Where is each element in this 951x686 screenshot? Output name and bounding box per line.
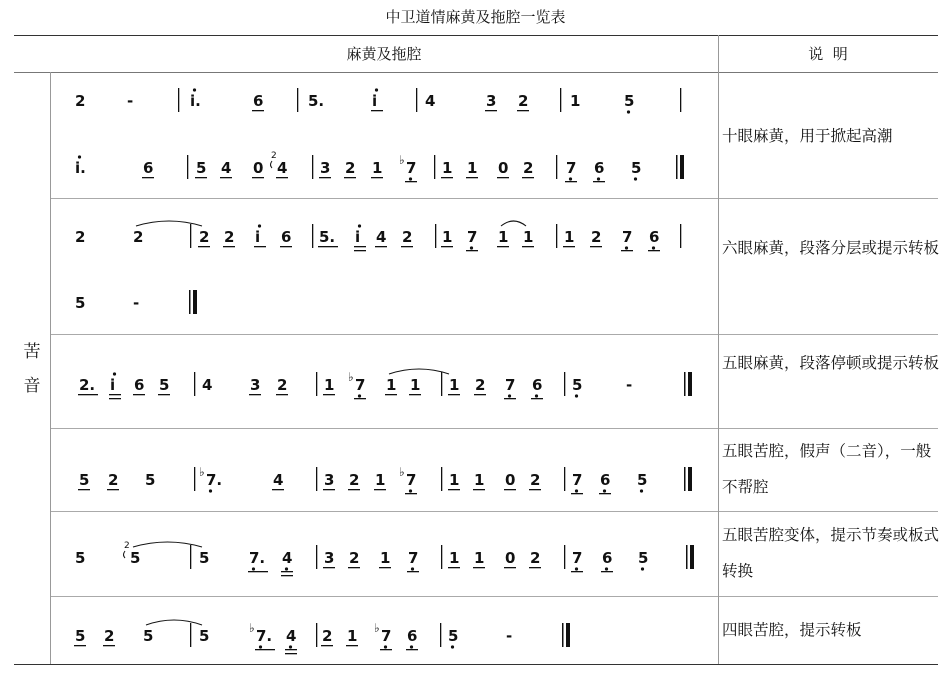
rhythm-underline xyxy=(354,250,366,251)
octave-dot-below xyxy=(652,246,655,249)
note: 0 xyxy=(498,159,509,177)
octave-dot-below xyxy=(470,246,473,249)
rhythm-underline xyxy=(252,177,264,178)
flat-sign: ♭ xyxy=(199,465,205,479)
rhythm-underline xyxy=(409,394,421,395)
note: 2 xyxy=(523,159,534,177)
barline xyxy=(316,623,317,647)
note: 6 xyxy=(649,228,660,246)
note: 2 xyxy=(199,228,210,246)
note: 3 xyxy=(250,376,261,394)
note: 2 xyxy=(133,228,144,246)
rhythm-underline xyxy=(374,489,386,490)
row-description: 四眼苦腔，提示转板 xyxy=(722,621,862,639)
octave-dot-below xyxy=(285,567,288,570)
note: 2 xyxy=(475,376,486,394)
rhythm-underline xyxy=(441,246,453,247)
note: 1 xyxy=(523,228,534,246)
barline xyxy=(440,623,441,647)
note: 5. xyxy=(308,92,325,110)
note: 1 xyxy=(449,549,460,567)
octave-dot-below xyxy=(575,567,578,570)
octave-dot-below xyxy=(209,489,212,492)
rhythm-underline xyxy=(371,110,383,111)
rhythm-underline xyxy=(319,177,331,178)
rhythm-underline xyxy=(276,394,288,395)
row-description: 五眼麻黄，段落停顿或提示转板 xyxy=(722,354,940,372)
flat-sign: ♭ xyxy=(399,153,405,167)
note: 2. xyxy=(79,376,96,394)
rhythm-underline xyxy=(522,177,534,178)
rhythm-underline xyxy=(323,394,335,395)
note: 1 xyxy=(474,549,485,567)
note: 7 xyxy=(572,549,583,567)
rhythm-underline xyxy=(405,181,417,182)
final-barline-thick xyxy=(690,545,694,569)
octave-dot-below xyxy=(603,489,606,492)
note: 6 xyxy=(281,228,292,246)
rhythm-underline xyxy=(276,177,288,178)
note: 2 xyxy=(518,92,529,110)
row-description: 六眼麻黄，段落分层或提示转板 xyxy=(722,239,940,257)
note: 1 xyxy=(498,228,509,246)
note: 2 xyxy=(349,549,360,567)
note: 1 xyxy=(474,471,485,489)
barline xyxy=(316,467,317,491)
note: 2 xyxy=(108,471,119,489)
octave-dot-below xyxy=(259,645,262,648)
final-barline-thick xyxy=(688,467,692,491)
note: 7. xyxy=(256,627,273,645)
barline xyxy=(680,88,681,112)
note: 1 xyxy=(564,228,575,246)
rhythm-underline xyxy=(323,567,335,568)
rhythm-underline xyxy=(504,567,516,568)
note: 7 xyxy=(381,627,392,645)
category-char: 音 xyxy=(23,376,41,396)
note: i. xyxy=(190,92,201,110)
note: 5 xyxy=(159,376,170,394)
barline xyxy=(416,88,417,112)
rhythm-underline xyxy=(379,567,391,568)
note: 6 xyxy=(600,471,611,489)
octave-dot-below xyxy=(575,489,578,492)
note: 5 xyxy=(448,627,459,645)
note: 2 xyxy=(104,627,115,645)
grace-curve xyxy=(124,551,126,558)
note: 5 xyxy=(638,549,649,567)
octave-dot-below xyxy=(535,394,538,397)
rhythm-underline xyxy=(448,394,460,395)
slur-arc xyxy=(146,620,202,625)
octave-dot-below xyxy=(641,567,644,570)
rhythm-underline xyxy=(529,567,541,568)
note: 2 xyxy=(75,92,86,110)
note: 3 xyxy=(324,471,335,489)
note: 0 xyxy=(505,549,516,567)
note: 7 xyxy=(355,376,366,394)
note: 5 xyxy=(143,627,154,645)
rhythm-underline xyxy=(473,489,485,490)
final-barline-thin xyxy=(676,155,678,179)
sustain-dash: - xyxy=(626,376,633,394)
barline xyxy=(194,372,195,396)
note: 4 xyxy=(376,228,387,246)
note: 1 xyxy=(570,92,581,110)
rhythm-underline xyxy=(220,177,232,178)
note: 2 xyxy=(349,471,360,489)
octave-dot-above xyxy=(113,372,116,375)
final-barline-thick xyxy=(193,290,197,314)
note: 7. xyxy=(206,471,223,489)
barline xyxy=(680,224,681,248)
octave-dot-below xyxy=(569,177,572,180)
octave-dot-above xyxy=(375,88,378,91)
rhythm-underline xyxy=(348,489,360,490)
note: 7 xyxy=(622,228,633,246)
barline xyxy=(194,467,195,491)
octave-dot-below xyxy=(508,394,511,397)
slur-arc xyxy=(389,369,449,374)
barline xyxy=(441,372,442,396)
final-barline-thick xyxy=(688,372,692,396)
rhythm-underline xyxy=(195,177,207,178)
category-char: 苦 xyxy=(23,342,41,362)
note: 2 xyxy=(591,228,602,246)
octave-dot-below xyxy=(605,567,608,570)
note: 3 xyxy=(320,159,331,177)
rhythm-underline xyxy=(248,571,268,572)
octave-dot-below xyxy=(640,489,643,492)
flat-sign: ♭ xyxy=(249,621,255,635)
rhythm-underline xyxy=(531,398,543,399)
note: 4 xyxy=(282,549,293,567)
rhythm-underline xyxy=(448,489,460,490)
octave-dot-below xyxy=(410,645,413,648)
rhythm-underline xyxy=(252,110,264,111)
note: 1 xyxy=(347,627,358,645)
rhythm-underline xyxy=(529,489,541,490)
rhythm-underline xyxy=(593,181,605,182)
rhythm-underline xyxy=(497,177,509,178)
sustain-dash: - xyxy=(506,627,513,645)
note: 6 xyxy=(134,376,145,394)
note: 5 xyxy=(79,471,90,489)
rhythm-underline xyxy=(473,567,485,568)
note: 6 xyxy=(602,549,613,567)
octave-dot-above xyxy=(358,224,361,227)
final-barline-thick xyxy=(680,155,684,179)
octave-dot-above xyxy=(258,224,261,227)
rhythm-underline xyxy=(249,394,261,395)
sustain-dash: - xyxy=(127,92,134,110)
octave-dot-below xyxy=(384,645,387,648)
final-barline-thin xyxy=(684,467,686,491)
rhythm-underline xyxy=(621,250,633,251)
octave-dot-below xyxy=(627,110,630,113)
note: 0 xyxy=(253,159,264,177)
rhythm-underline xyxy=(648,250,660,251)
rhythm-underline xyxy=(401,246,413,247)
rhythm-underline xyxy=(285,649,297,650)
flat-sign: ♭ xyxy=(374,621,380,635)
note: 7 xyxy=(566,159,577,177)
note: 4 xyxy=(286,627,297,645)
header-music: 麻黄及拖腔 xyxy=(346,45,422,63)
note: 6 xyxy=(407,627,418,645)
rhythm-underline xyxy=(281,575,293,576)
rhythm-underline xyxy=(344,177,356,178)
rhythm-underline xyxy=(254,246,266,247)
note: i xyxy=(355,228,361,246)
note: 4 xyxy=(273,471,284,489)
rhythm-underline xyxy=(354,246,366,247)
note: 7 xyxy=(572,471,583,489)
rhythm-underline xyxy=(103,645,115,646)
barline xyxy=(316,545,317,569)
rhythm-underline xyxy=(441,177,453,178)
note: 5 xyxy=(75,294,86,312)
note: 4 xyxy=(221,159,232,177)
note: 5 xyxy=(130,549,141,567)
note: 5 xyxy=(624,92,635,110)
note: 0 xyxy=(505,471,516,489)
rhythm-underline xyxy=(158,394,170,395)
rhythm-underline xyxy=(385,394,397,395)
rhythm-underline xyxy=(522,246,534,247)
note: 5. xyxy=(319,228,336,246)
note: 3 xyxy=(486,92,497,110)
rhythm-underline xyxy=(563,246,575,247)
note: 6 xyxy=(253,92,264,110)
rhythm-underline xyxy=(318,246,338,247)
slur-arc xyxy=(501,221,526,226)
note: 1 xyxy=(449,471,460,489)
row-description: 五眼苦腔变体，提示节奏或板式转换 xyxy=(722,526,940,580)
octave-dot-below xyxy=(409,177,412,180)
final-barline-thin xyxy=(562,623,564,647)
note: 2 xyxy=(75,228,86,246)
note: 2 xyxy=(277,376,288,394)
octave-dot-below xyxy=(597,177,600,180)
note: 7. xyxy=(249,549,266,567)
barline xyxy=(297,88,298,112)
note: 1 xyxy=(372,159,383,177)
note: 1 xyxy=(442,159,453,177)
note: i. xyxy=(75,159,86,177)
note: 1 xyxy=(380,549,391,567)
rhythm-underline xyxy=(466,177,478,178)
final-barline-thin xyxy=(189,290,191,314)
note: 1 xyxy=(375,471,386,489)
rhythm-underline xyxy=(407,571,419,572)
octave-dot-below xyxy=(252,567,255,570)
rhythm-underline xyxy=(198,246,210,247)
rhythm-underline xyxy=(78,489,90,490)
octave-dot-above xyxy=(78,155,81,158)
rhythm-underline xyxy=(565,181,577,182)
note: 4 xyxy=(425,92,436,110)
octave-dot-below xyxy=(411,567,414,570)
rhythm-underline xyxy=(504,398,516,399)
barline xyxy=(190,545,191,569)
note: 7 xyxy=(406,159,417,177)
note: 5 xyxy=(572,376,583,394)
slur-arc xyxy=(133,542,202,547)
note: i xyxy=(110,376,116,394)
note: 5 xyxy=(199,549,210,567)
flat-sign: ♭ xyxy=(399,465,405,479)
barline xyxy=(564,545,565,569)
rhythm-underline xyxy=(517,110,529,111)
rhythm-underline xyxy=(281,571,293,572)
rhythm-underline xyxy=(348,567,360,568)
barline xyxy=(178,88,179,112)
note: 5 xyxy=(631,159,642,177)
note: 1 xyxy=(410,376,421,394)
rhythm-underline xyxy=(255,649,275,650)
rhythm-underline xyxy=(74,645,86,646)
rhythm-underline xyxy=(466,250,478,251)
rhythm-underline xyxy=(474,394,486,395)
rhythm-underline xyxy=(78,394,98,395)
rhythm-underline xyxy=(375,246,387,247)
note: 6 xyxy=(594,159,605,177)
rhythm-underline xyxy=(380,649,392,650)
note: 2 xyxy=(530,471,541,489)
note: 6 xyxy=(143,159,154,177)
octave-dot-below xyxy=(634,177,637,180)
octave-dot-below xyxy=(409,489,412,492)
barline xyxy=(556,224,557,248)
note: 7 xyxy=(406,471,417,489)
barline xyxy=(187,155,188,179)
rhythm-underline xyxy=(599,493,611,494)
note: 5 xyxy=(196,159,207,177)
rhythm-underline xyxy=(405,493,417,494)
final-barline-thick xyxy=(566,623,570,647)
rhythm-underline xyxy=(354,398,366,399)
note: 3 xyxy=(324,549,335,567)
note: 6 xyxy=(532,376,543,394)
grace-note: 2 xyxy=(271,151,277,161)
barline xyxy=(190,623,191,647)
rhythm-underline xyxy=(601,571,613,572)
rhythm-underline xyxy=(280,246,292,247)
note: 1 xyxy=(324,376,335,394)
rhythm-underline xyxy=(448,567,460,568)
barline xyxy=(435,224,436,248)
table-title: 中卫道情麻黄及拖腔一览表 xyxy=(385,8,566,26)
rhythm-underline xyxy=(223,246,235,247)
note: 2 xyxy=(530,549,541,567)
note: 5 xyxy=(75,549,86,567)
note: 4 xyxy=(202,376,213,394)
note: 1 xyxy=(386,376,397,394)
rhythm-underline xyxy=(371,177,383,178)
barline xyxy=(441,467,442,491)
rhythm-underline xyxy=(571,493,583,494)
rhythm-underline xyxy=(497,246,509,247)
note: 1 xyxy=(449,376,460,394)
note: 2 xyxy=(224,228,235,246)
note: i xyxy=(372,92,378,110)
rhythm-underline xyxy=(142,177,154,178)
note: 2 xyxy=(322,627,333,645)
barline xyxy=(190,224,191,248)
note: 2 xyxy=(345,159,356,177)
rhythm-underline xyxy=(590,246,602,247)
note: 5 xyxy=(199,627,210,645)
octave-dot-below xyxy=(575,394,578,397)
final-barline-thin xyxy=(684,372,686,396)
octave-dot-below xyxy=(451,645,454,648)
note: 2 xyxy=(402,228,413,246)
barline xyxy=(564,372,565,396)
header-note: 说 明 xyxy=(808,45,848,63)
rhythm-underline xyxy=(107,489,119,490)
barline xyxy=(564,467,565,491)
rhythm-underline xyxy=(272,489,284,490)
slur-arc xyxy=(136,221,202,226)
barline xyxy=(434,155,435,179)
note: 4 xyxy=(277,159,288,177)
note: 1 xyxy=(442,228,453,246)
note: 7 xyxy=(505,376,516,394)
note: 7 xyxy=(467,228,478,246)
row-description: 十眼麻黄，用于掀起高潮 xyxy=(722,127,893,145)
note: 5 xyxy=(637,471,648,489)
barline xyxy=(556,155,557,179)
rhythm-underline xyxy=(504,489,516,490)
note: 5 xyxy=(75,627,86,645)
note: 7 xyxy=(408,549,419,567)
rhythm-underline xyxy=(133,394,145,395)
row-description: 五眼苦腔，假声（二音），一般不帮腔 xyxy=(722,442,932,496)
note: 1 xyxy=(467,159,478,177)
sustain-dash: - xyxy=(133,294,140,312)
rhythm-underline xyxy=(406,649,418,650)
rhythm-underline xyxy=(485,110,497,111)
rhythm-underline xyxy=(323,489,335,490)
rhythm-underline xyxy=(109,394,121,395)
octave-dot-below xyxy=(358,394,361,397)
grace-curve xyxy=(271,161,273,168)
octave-dot-below xyxy=(625,246,628,249)
octave-dot-above xyxy=(193,88,196,91)
rhythm-underline xyxy=(321,645,333,646)
rhythm-underline xyxy=(346,645,358,646)
rhythm-underline xyxy=(285,653,297,654)
final-barline-thin xyxy=(686,545,688,569)
barline xyxy=(560,88,561,112)
octave-dot-below xyxy=(289,645,292,648)
flat-sign: ♭ xyxy=(348,370,354,384)
barline xyxy=(316,372,317,396)
note: i xyxy=(255,228,261,246)
rhythm-underline xyxy=(571,571,583,572)
grace-note: 2 xyxy=(124,541,130,551)
note: 5 xyxy=(145,471,156,489)
rhythm-underline xyxy=(109,398,121,399)
barline xyxy=(312,224,313,248)
barline xyxy=(312,155,313,179)
barline xyxy=(441,545,442,569)
